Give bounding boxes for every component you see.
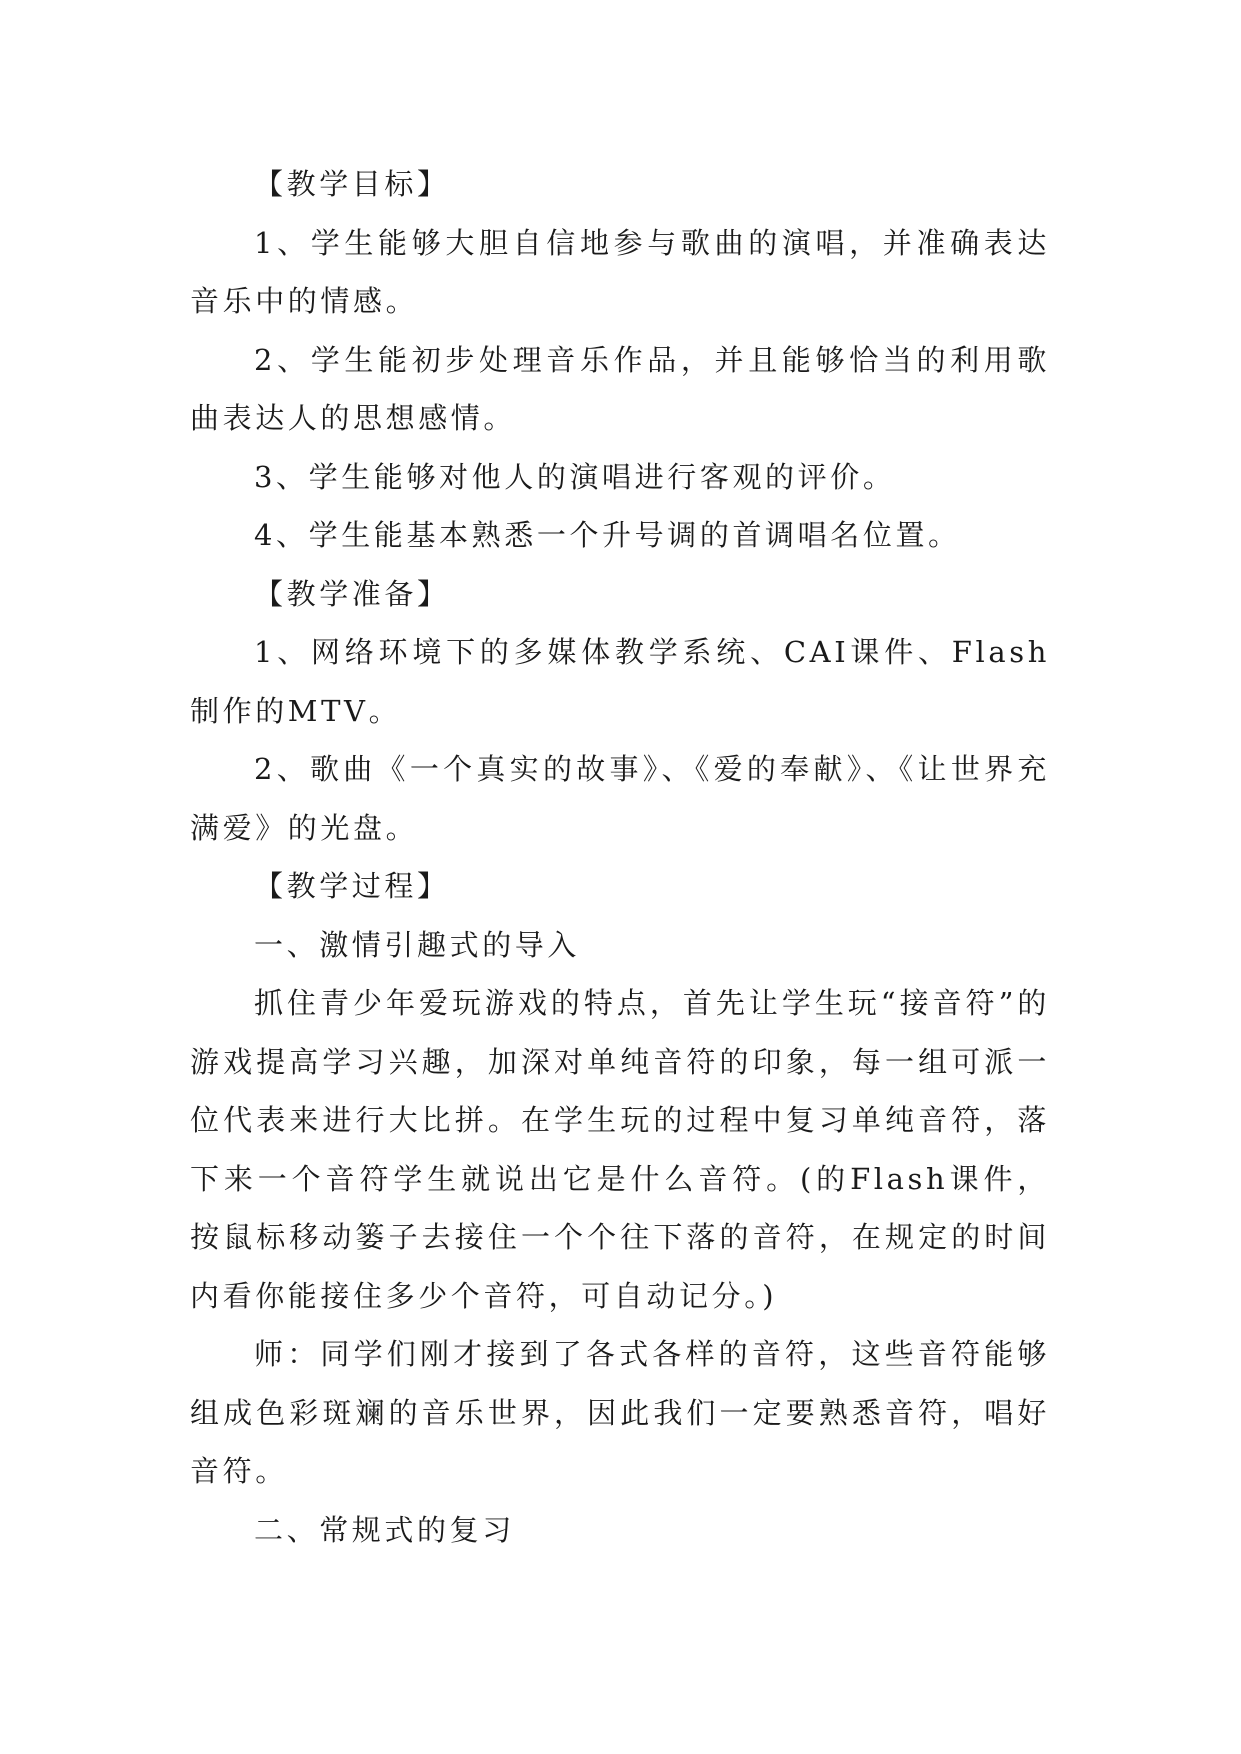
paragraph-goal-3: 3、学生能够对他人的演唱进行客观的评价。 xyxy=(254,459,896,494)
paragraph-goal-4: 4、学生能基本熟悉一个升号调的首调唱名位置。 xyxy=(254,518,961,552)
paragraph-preparation-2: 2、歌曲《一个真实的故事》、《爱的奉献》、《让世界充满爱》的光盘。 xyxy=(190,752,1050,845)
paragraph-game-description: 抓住青少年爱玩游戏的特点，首先让学生玩“接音符”的游戏提高学习兴趣，加深对单纯音符的印象，每一组可派一位代表来进行大比拼。在学生玩的过程中复习单纯音符，落下来一个音符学生就说出它是什么音符。(的Flash课件，按鼠标移动篓子去接住一个个往下落的音符，在规定的时间内看你能接住多少个音符，可自动记分。) xyxy=(190,986,1050,1313)
paragraph-teacher-remark: 师：同学们刚才接到了各式各样的音符，这些音符能够组成色彩斑斓的音乐世界，因此我们一定要熟悉音符，唱好音符。 xyxy=(190,1337,1050,1488)
section-heading-teaching-preparation: 【教学准备】 xyxy=(254,576,450,611)
section-heading-teaching-process: 【教学过程】 xyxy=(254,869,450,903)
paragraph-goal-1: 1、学生能够大胆自信地参与歌曲的演唱，并准确表达音乐中的情感。 xyxy=(190,225,1050,318)
subheading-review: 二、常规式的复习 xyxy=(254,1512,515,1547)
paragraph-goal-2: 2、学生能初步处理音乐作品，并且能够恰当的利用歌曲表达人的思想感情。 xyxy=(190,342,1050,435)
document-body xyxy=(190,155,1050,1559)
paragraph-preparation-1: 1、网络环境下的多媒体教学系统、CAI课件、Flash制作的MTV。 xyxy=(190,635,1050,728)
section-heading-teaching-goals: 【教学目标】 xyxy=(254,167,450,201)
subheading-introduction: 一、激情引趣式的导入 xyxy=(254,927,581,962)
